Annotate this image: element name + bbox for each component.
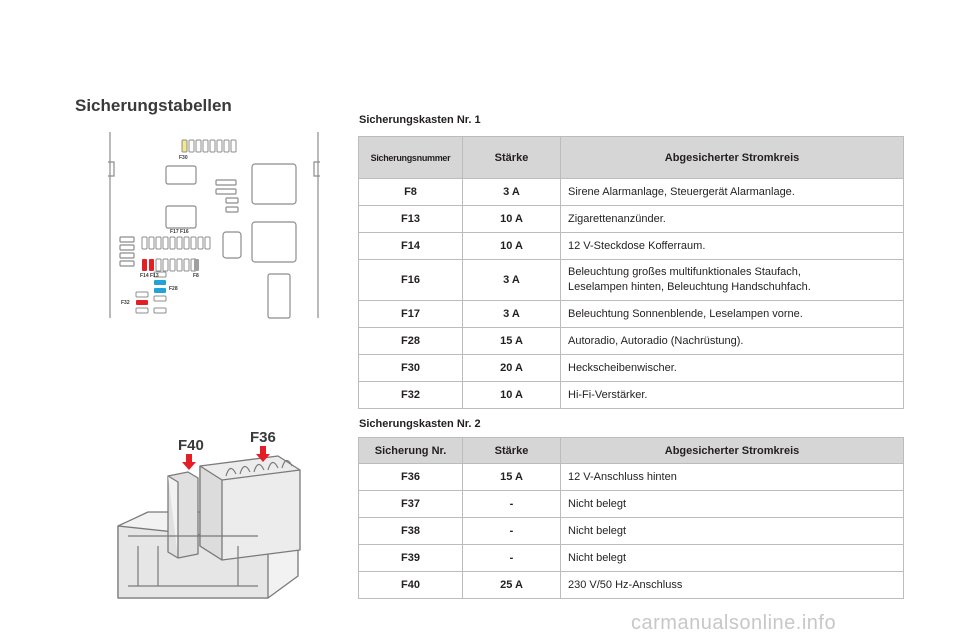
fuse-f28-marker-a (154, 280, 166, 285)
table-row (359, 464, 904, 491)
fuse-f32-marker (136, 300, 148, 305)
fuse-rating: 10 A (463, 382, 561, 409)
label-f8: F8 (193, 273, 199, 279)
fuse-number: F39 (359, 545, 463, 572)
fuse-circuit: Nicht belegt (561, 518, 904, 545)
table-row (359, 572, 904, 599)
label-f40: F40 (178, 437, 204, 454)
fuse-rating: - (463, 518, 561, 545)
fuse-slot (177, 259, 182, 271)
table-row (359, 206, 904, 233)
table-row (359, 233, 904, 260)
fuse-number: F30 (359, 355, 463, 382)
table-row (359, 491, 904, 518)
fuse-slot (217, 140, 222, 152)
fuse-rating: 25 A (463, 572, 561, 599)
fuse-rating: - (463, 545, 561, 572)
label-f32: F32 (121, 300, 130, 306)
fuse-slot (231, 140, 236, 152)
fuse-f14-marker (142, 259, 147, 271)
col-header-fuse-number: Sicherungsnummer (359, 137, 463, 179)
table-row (359, 382, 904, 409)
fuse-box-2-diagram (108, 426, 308, 606)
fuse-slot (170, 237, 175, 249)
label-f30: F30 (179, 155, 188, 161)
fuse-f30-marker (182, 140, 187, 152)
table-row (359, 328, 904, 355)
fuse-f28-marker-b (154, 288, 166, 293)
fuse-circuit-line: Beleuchtung großes multifunktionales Staufach, (568, 266, 801, 278)
fuse-number: F32 (359, 382, 463, 409)
table-row (359, 179, 904, 206)
fuse-slot (170, 259, 175, 271)
section-title-box-2: Sicherungskasten Nr. 2 (359, 418, 481, 430)
fuse-circuit: Zigarettenanzünder. (561, 206, 904, 233)
fuse-rating: 3 A (463, 260, 561, 301)
label-f36: F36 (250, 429, 276, 446)
fuse-number: F16 (359, 260, 463, 301)
fuse-rating: 10 A (463, 233, 561, 260)
fuse-circuit: Sirene Alarmanlage, Steuergerät Alarmanlage. (561, 179, 904, 206)
fuse-slot (142, 237, 147, 249)
fuse-rating: 3 A (463, 301, 561, 328)
fuse-slot (205, 237, 210, 249)
col-header-circuit: Abgesicherter Stromkreis (561, 137, 904, 179)
fuse-rating: 15 A (463, 464, 561, 491)
fuse-slot (184, 237, 189, 249)
fuse-number: F13 (359, 206, 463, 233)
fuse-number: F38 (359, 518, 463, 545)
fuse-slot (198, 237, 203, 249)
fuse-number: F17 (359, 301, 463, 328)
table-row (359, 355, 904, 382)
fuse-rating: 10 A (463, 206, 561, 233)
fuse-slot (156, 259, 161, 271)
fuse-circuit: Nicht belegt (561, 491, 904, 518)
fuse-slot (203, 140, 208, 152)
col-header-circuit: Abgesicherter Stromkreis (561, 438, 904, 464)
fuse-slot (163, 259, 168, 271)
fuse-slot (210, 140, 215, 152)
col-header-rating: Stärke (463, 438, 561, 464)
fuse-f13-marker (149, 259, 154, 271)
fuse-circuit: Beleuchtung Sonnenblende, Leselampen vorne. (561, 301, 904, 328)
table-row (359, 301, 904, 328)
fuse-table-2 (358, 437, 904, 599)
col-header-rating: Stärke (463, 137, 561, 179)
fuse-number: F8 (359, 179, 463, 206)
fuse-box-1-diagram (108, 132, 320, 324)
fuse-rating: - (463, 491, 561, 518)
footer-watermark: carmanualsonline.info (631, 612, 837, 634)
fuse-circuit: 12 V-Steckdose Kofferraum. (561, 233, 904, 260)
fuse-circuit: 12 V-Anschluss hinten (561, 464, 904, 491)
fuse-slot (196, 140, 201, 152)
fuse-slot (177, 237, 182, 249)
table-row (359, 518, 904, 545)
fuse-number: F36 (359, 464, 463, 491)
table-row (359, 545, 904, 572)
col-header-fuse-number: Sicherung Nr. (359, 438, 463, 464)
fuse-slot (184, 259, 189, 271)
fuse-rating: 3 A (463, 179, 561, 206)
label-f17-f16: F17 F16 (170, 229, 189, 235)
fuse-circuit: Hi-Fi-Verstärker. (561, 382, 904, 409)
fuse-rating: 20 A (463, 355, 561, 382)
fuse-number: F40 (359, 572, 463, 599)
table-row (359, 260, 904, 301)
fuse-slot (224, 140, 229, 152)
fuse-slot (149, 237, 154, 249)
fuse-slot (191, 237, 196, 249)
fuse-slot (189, 140, 194, 152)
fuse-circuit: Heckscheibenwischer. (561, 355, 904, 382)
fuse-slot (156, 237, 161, 249)
fuse-f8-marker (194, 259, 199, 271)
fuse-slot (163, 237, 168, 249)
page-title: Sicherungstabellen (75, 96, 232, 115)
label-f28: F28 (169, 286, 178, 292)
fuse-circuit-line: Leselampen hinten, Beleuchtung Handschuhfach. (568, 281, 811, 293)
fuse-circuit (561, 260, 904, 301)
fuse-circuit: Nicht belegt (561, 545, 904, 572)
fuse-table-1 (358, 136, 904, 409)
label-f14-f13: F14 F13 (140, 273, 159, 279)
fuse-number: F37 (359, 491, 463, 518)
section-title-box-1: Sicherungskasten Nr. 1 (359, 114, 481, 126)
fuse-number: F14 (359, 233, 463, 260)
fuse-circuit: 230 V/50 Hz-Anschluss (561, 572, 904, 599)
fuse-circuit: Autoradio, Autoradio (Nachrüstung). (561, 328, 904, 355)
fuse-number: F28 (359, 328, 463, 355)
fuse-rating: 15 A (463, 328, 561, 355)
